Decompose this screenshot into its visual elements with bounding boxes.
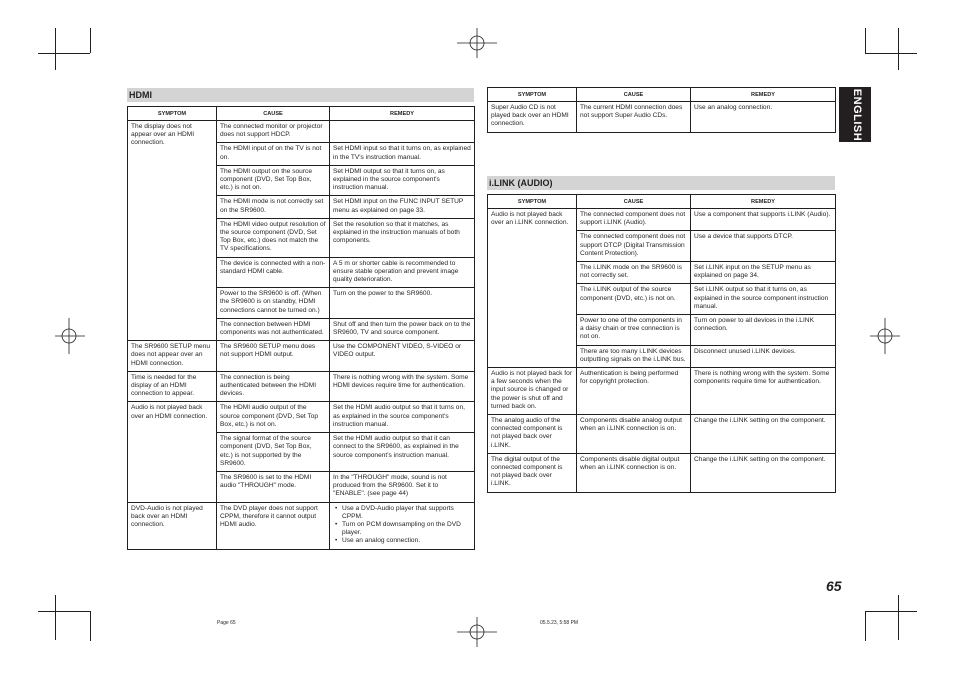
remedy-header: REMEDY	[691, 195, 836, 209]
remedy-cell: Set HDMI input so that it turns on, as explained in the TV's instruction manual.	[330, 143, 475, 165]
cause-cell: The DVD player does not support CPPM, therefore it cannot output HDMI audio.	[217, 502, 330, 549]
remedy-header: REMEDY	[330, 107, 475, 121]
cause-cell: The connection is being authenticated between the HDMI devices.	[217, 371, 330, 402]
remedy-cell	[330, 502, 475, 549]
remedy-cell	[330, 121, 475, 143]
registration-mark-bottom	[457, 617, 497, 647]
table-row	[488, 415, 836, 454]
table-row	[128, 371, 475, 402]
symptom-header: SYMPTOM	[488, 195, 577, 209]
cause-cell: Components disable digital output when an i.LINK connection is on.	[577, 453, 691, 492]
hdmi-troubleshooting-table	[127, 106, 475, 550]
symptom-header: SYMPTOM	[488, 88, 577, 102]
cause-cell: The HDMI mode is not correctly set on the SR9600.	[217, 196, 330, 218]
remedy-header: REMEDY	[691, 88, 836, 102]
remedy-cell: Change the i.LINK setting on the component.	[691, 415, 836, 454]
table-row	[128, 121, 475, 143]
cause-cell: The HDMI input of on the TV is not on.	[217, 143, 330, 165]
table-row	[488, 209, 836, 231]
table-header-row	[488, 195, 836, 209]
remedy-cell: Use an analog connection.	[691, 102, 836, 133]
table-row	[128, 502, 475, 549]
remedy-cell: Change the i.LINK setting on the component.	[691, 453, 836, 492]
remedy-cell: Use a device that supports DTCP.	[691, 231, 836, 262]
remedy-cell: Set the HDMI audio output so that it can connect to the SR9600, as explained in the source component's instruction manual.	[330, 433, 475, 472]
cause-header: CAUSE	[217, 107, 330, 121]
cause-cell: The SR9600 is set to the HDMI audio "THROUGH" mode.	[217, 471, 330, 502]
cause-cell: The connected component does not support i.LINK (Audio).	[577, 209, 691, 231]
remedy-cell: Use the COMPONENT VIDEO, S-VIDEO or VIDEO output.	[330, 341, 475, 372]
symptom-cell: Audio is not played back over an i.LINK connection.	[488, 209, 577, 368]
remedy-cell: Turn on power to all devices in the i.LINK connection.	[691, 315, 836, 346]
remedy-cell: A 5 m or shorter cable is recommended to ensure stable operation and prevent image quality deterioration.	[330, 257, 475, 288]
cause-cell: The i.LINK mode on the SR9600 is not correctly set.	[577, 262, 691, 284]
table-row	[128, 341, 475, 372]
registration-mark-top	[457, 28, 497, 58]
remedy-cell: Set the resolution so that it matches, as explained in the instruction manuals of both components.	[330, 218, 475, 257]
symptom-cell: The SR9600 SETUP menu does not appear over an HDMI connection.	[128, 341, 217, 372]
remedy-cell: Set i.LINK input on the SETUP menu as explained on page 34.	[691, 262, 836, 284]
table-header-row	[128, 107, 475, 121]
cause-header: CAUSE	[577, 88, 691, 102]
footer-page-label: Page 65	[217, 620, 236, 626]
cause-cell: Components disable analog output when an i.LINK connection is on.	[577, 415, 691, 454]
cause-cell: The current HDMI connection does not support Super Audio CDs.	[577, 102, 691, 133]
cause-cell: The HDMI audio output of the source component (DVD, Set Top Box, etc.) is not on.	[217, 402, 330, 433]
remedy-cell: In the "THROUGH" mode, sound is not produced from the SR9600. Set it to "ENABLE". (see page 44)	[330, 471, 475, 502]
ilink-troubleshooting-table	[487, 194, 836, 493]
remedy-cell: Shut off and then turn the power back on to the SR9600, TV and source component.	[330, 318, 475, 340]
remedy-cell: Set HDMI input on the FUNC INPUT SETUP menu as explained on page 33.	[330, 196, 475, 218]
page-number: 65	[826, 578, 842, 594]
cause-cell: The signal format of the source component (DVD, Set Top Box, etc.) is not supported by the SR9600.	[217, 433, 330, 472]
symptom-header: SYMPTOM	[128, 107, 217, 121]
symptom-cell: Audio is not played back over an HDMI connection.	[128, 402, 217, 502]
cause-cell: The connected component does not support DTCP (Digital Transmission Content Protection).	[577, 231, 691, 262]
language-tab-label: ENGLISH	[851, 88, 863, 142]
symptom-cell: The digital output of the connected component is not played back over i.LINK.	[488, 453, 577, 492]
remedy-cell: Set i.LINK output so that it turns on, as explained in the source component instruction manual.	[691, 284, 836, 315]
remedy-list-item: • Use a DVD-Audio player that supports CPPM.	[342, 505, 471, 521]
remedy-list	[333, 505, 471, 546]
table-row	[488, 453, 836, 492]
table-row	[128, 402, 475, 433]
symptom-cell: DVD-Audio is not played back over an HDMI connection.	[128, 502, 217, 549]
cause-cell: Power to the SR9600 is off. (When the SR9600 is on standby, HDMI connections cannot be turned on.)	[217, 288, 330, 319]
cause-header: CAUSE	[577, 195, 691, 209]
remedy-cell: There is nothing wrong with the system. Some components require time for authentication.	[691, 368, 836, 415]
remedy-cell: Turn on the power to the SR9600.	[330, 288, 475, 319]
hdmi-section-title: HDMI	[127, 88, 474, 102]
remedy-list-item: • Turn on PCM downsampling on the DVD player.	[342, 521, 471, 537]
cause-cell: The connected monitor or projector does not support HDCP.	[217, 121, 330, 143]
symptom-cell: The display does not appear over an HDMI connection.	[128, 121, 217, 341]
cause-cell: The HDMI video output resolution of the source component (DVD, Set Top Box, etc.) does not match the TV specifications.	[217, 218, 330, 257]
registration-mark-left	[55, 318, 85, 354]
super-audio-cd-table	[487, 87, 836, 133]
remedy-cell: Disconnect unused i.LINK devices.	[691, 345, 836, 367]
symptom-cell: Time is needed for the display of an HDMI connection to appear.	[128, 371, 217, 402]
remedy-cell: Use a component that supports i.LINK (Audio).	[691, 209, 836, 231]
table-row	[488, 368, 836, 415]
cause-cell: The i.LINK output of the source component (DVD, etc.) is not on.	[577, 284, 691, 315]
table-header-row	[488, 88, 836, 102]
cause-cell: Authentication is being performed for copyright protection.	[577, 368, 691, 415]
symptom-cell: The analog audio of the connected component is not played back over i.LINK.	[488, 415, 577, 454]
cause-cell: The SR9600 SETUP menu does not support HDMI output.	[217, 341, 330, 372]
remedy-list-item: • Use an analog connection.	[342, 537, 471, 545]
footer-timestamp: 05.5.23, 5:58 PM	[540, 620, 579, 626]
remedy-cell: Set the HDMI audio output so that it turns on, as explained in the source component's instruction manual.	[330, 402, 475, 433]
remedy-cell: Set HDMI output so that it turns on, as explained in the source component's instruction manual.	[330, 165, 475, 196]
symptom-cell: Audio is not played back for a few seconds when the input source is changed or the power is shut off and turned back on.	[488, 368, 577, 415]
registration-mark-right	[870, 318, 900, 354]
cause-cell: The connection between HDMI components was not authenticated.	[217, 318, 330, 340]
table-row	[488, 102, 836, 133]
symptom-cell: Super Audio CD is not played back over an HDMI connection.	[488, 102, 577, 133]
remedy-cell: There is nothing wrong with the system. Some HDMI devices require time for authentication.	[330, 371, 475, 402]
ilink-section-title: i.LINK (AUDIO)	[487, 176, 835, 190]
cause-cell: Power to one of the components in a daisy chain or tree connection is not on.	[577, 315, 691, 346]
cause-cell: The device is connected with a non-standard HDMI cable.	[217, 257, 330, 288]
cause-cell: There are too many i.LINK devices outputting signals on the i.LINK bus.	[577, 345, 691, 367]
cause-cell: The HDMI output on the source component (DVD, Set Top Box, etc.) is not on.	[217, 165, 330, 196]
